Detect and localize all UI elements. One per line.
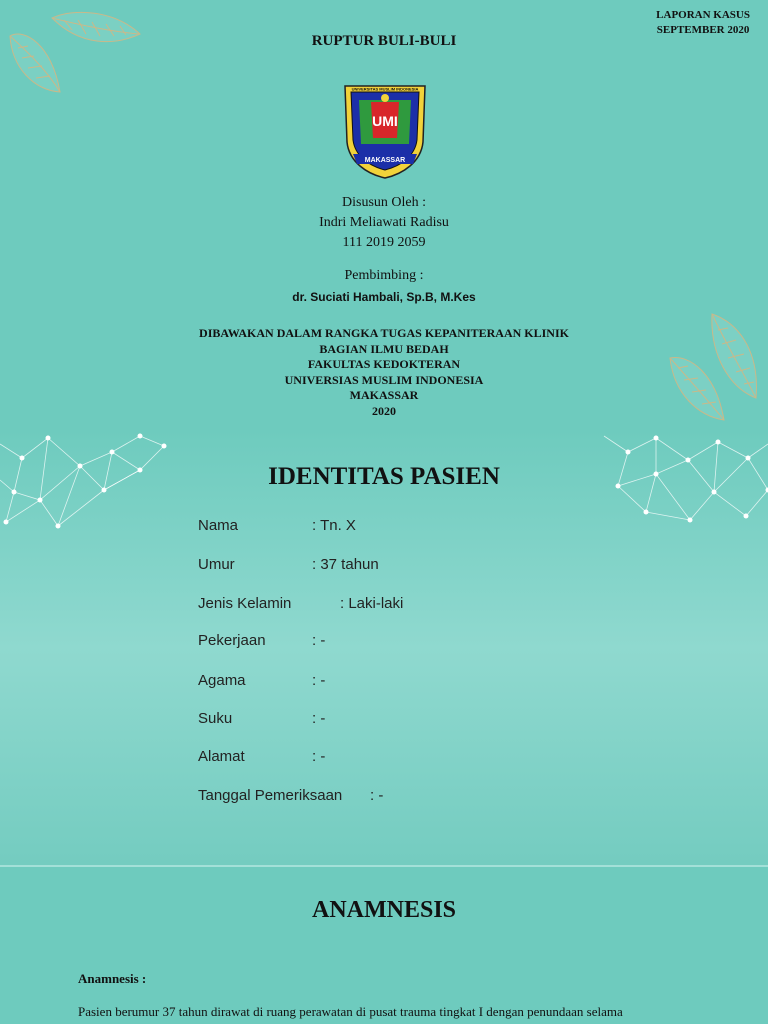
author-name: Indri Meliawati Radisu	[319, 215, 449, 230]
logo-university: UNIVERSITAS MUSLIM INDONESIA	[351, 86, 419, 92]
logo-city: MAKASSAR	[364, 157, 406, 164]
author-label: Disusun Oleh :	[342, 195, 426, 210]
leaf-decoration-bottom-right	[664, 308, 764, 424]
identity-row	[198, 556, 379, 573]
row-value: : -	[312, 748, 326, 765]
identity-row	[198, 595, 404, 612]
row-label: Tanggal Pemeriksaan	[198, 787, 343, 804]
university-logo	[341, 80, 429, 180]
row-label: Pekerjaan	[198, 632, 266, 649]
anamnesis-slide	[0, 867, 768, 1024]
row-value: : -	[370, 787, 384, 804]
institution-line: FAKULTAS KEDOKTERAN	[307, 357, 461, 371]
author-id: 111 2019 2059	[342, 235, 426, 250]
row-value: : Tn. X	[312, 517, 356, 534]
cover-slide	[0, 0, 768, 430]
identity-row	[198, 748, 326, 765]
identity-row	[198, 787, 384, 804]
identity-row	[198, 710, 326, 727]
institution-line: MAKASSAR	[349, 388, 419, 402]
institution-line: BAGIAN ILMU BEDAH	[319, 341, 449, 356]
report-date: SEPTEMBER 2020	[656, 24, 750, 36]
identity-row	[198, 672, 326, 689]
institution-line: UNIVERSIAS MUSLIM INDONESIA	[284, 372, 484, 387]
identity-slide	[0, 430, 768, 865]
row-value: : Laki-laki	[340, 595, 404, 612]
row-label: Nama	[198, 517, 239, 534]
row-label: Alamat	[198, 748, 245, 765]
row-value: : -	[312, 710, 326, 727]
advisor-name: dr. Suciati Hambali, Sp.B, M.Kes	[292, 290, 476, 304]
anamnesis-label: Anamnesis :	[78, 971, 147, 986]
anamnesis-text: Pasien berumur 37 tahun dirawat di ruang perawatan di pusat trauma tingkat I dengan penundaan selama	[78, 1004, 623, 1019]
row-label: Agama	[198, 672, 246, 689]
anamnesis-heading: ANAMNESIS	[311, 897, 457, 923]
leaf-decoration-top-left	[4, 6, 144, 102]
row-value: : -	[312, 632, 326, 649]
row-value: : -	[312, 672, 326, 689]
institution-line: 2020	[372, 403, 396, 418]
report-type: LAPORAN KASUS	[656, 9, 750, 21]
institution-line: DIBAWAKAN DALAM RANGKA TUGAS KEPANITERAAN KLINIK	[199, 326, 569, 340]
author-block	[0, 193, 768, 253]
identity-heading: IDENTITAS PASIEN	[268, 463, 500, 490]
identity-row	[198, 632, 326, 649]
advisor-label: Pembimbing :	[344, 268, 424, 283]
row-label: Jenis Kelamin	[198, 595, 292, 612]
report-title: RUPTUR BULI-BULI	[311, 33, 457, 49]
row-label: Umur	[198, 556, 235, 573]
institution-block	[0, 326, 768, 419]
row-label: Suku	[198, 710, 233, 727]
row-value: : 37 tahun	[312, 556, 379, 573]
identity-row	[198, 517, 356, 534]
logo-letters: UMI	[372, 113, 398, 129]
